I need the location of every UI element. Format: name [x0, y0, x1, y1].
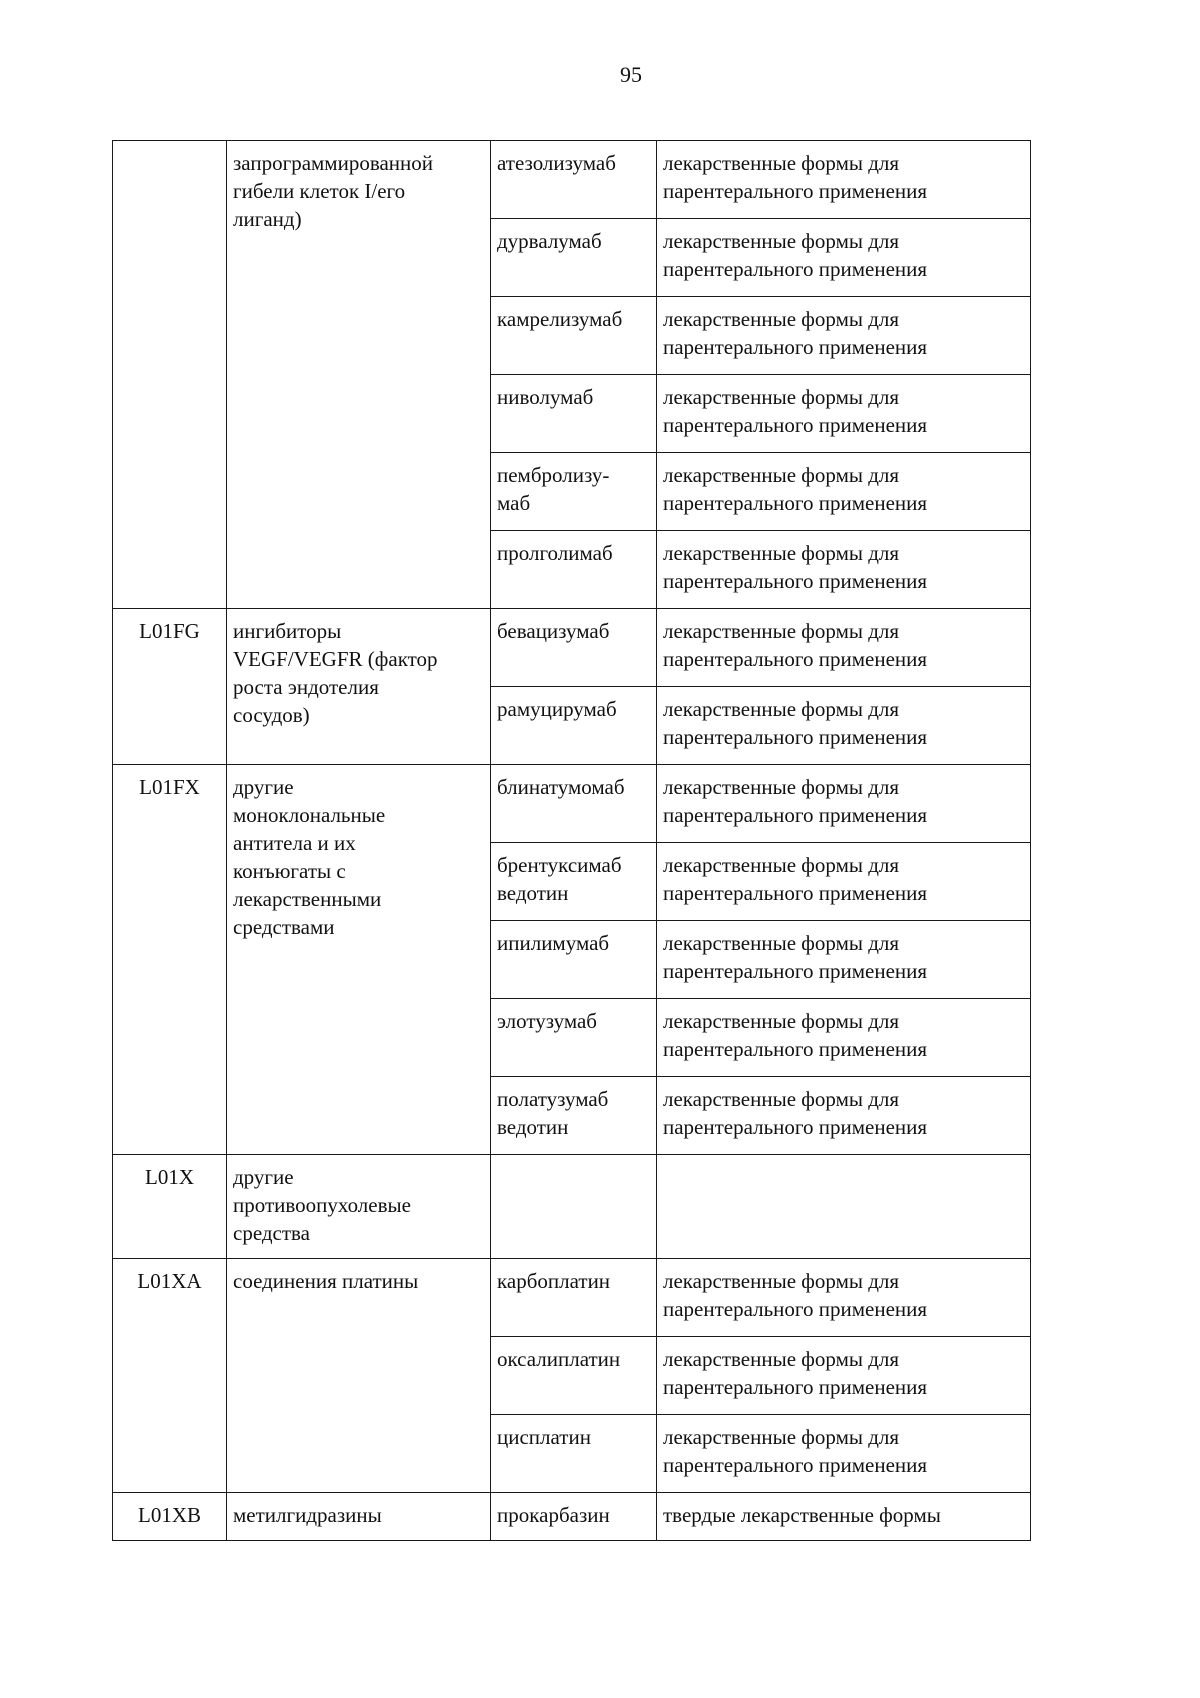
table-row [113, 765, 1031, 843]
drug-name-cell [491, 1337, 657, 1415]
group-name-line: лекарственными [233, 887, 382, 911]
dosage-form-line: лекарственные формы для [663, 619, 900, 643]
dosage-form-cell [657, 453, 1031, 531]
drug-name: пролголимаб [497, 541, 613, 565]
dosage-form-line: парентерального применения [663, 1375, 928, 1399]
drug-name-cell [491, 765, 657, 843]
drug-name: цисплатин [497, 1425, 591, 1449]
drug-name-cell [491, 687, 657, 765]
drug-name: блинатумомаб [497, 775, 625, 799]
group-name-line: соединения платины [233, 1269, 419, 1293]
group-name-line: лиганд) [233, 207, 302, 231]
drug-name: бевацизумаб [497, 619, 610, 643]
dosage-form-line: парентерального применения [663, 1037, 928, 1061]
group-name-line: другие [233, 1165, 294, 1189]
dosage-form-cell [657, 1415, 1031, 1493]
dosage-form-line: парентерального применения [663, 257, 928, 281]
drug-name: маб [497, 491, 531, 515]
drug-name: ниволумаб [497, 385, 594, 409]
drug-name: ведотин [497, 881, 569, 905]
drug-name: брентуксимаб [497, 853, 622, 877]
drug-name: карбоплатин [497, 1269, 611, 1293]
dosage-form-line: лекарственные формы для [663, 463, 900, 487]
drug-name: рамуцирумаб [497, 697, 617, 721]
dosage-form-line: лекарственные формы для [663, 1425, 900, 1449]
drug-name: камрелизумаб [497, 307, 623, 331]
group-name-line: средства [233, 1221, 311, 1245]
dosage-form-cell [657, 1155, 1031, 1259]
drug-name-cell [491, 609, 657, 687]
dosage-form-line: парентерального применения [663, 803, 928, 827]
dosage-form-cell [657, 297, 1031, 375]
dosage-form-cell [657, 765, 1031, 843]
drug-name-cell [491, 141, 657, 219]
group-name-line: VEGF/VEGFR (фактор [233, 647, 438, 671]
atc-code-cell: L01XB [113, 1493, 227, 1541]
group-name-line: ингибиторы [233, 619, 342, 643]
dosage-form-line: парентерального применения [663, 959, 928, 983]
group-name-cell [227, 609, 491, 765]
drug-name: полатузумаб [497, 1087, 609, 1111]
dosage-form-line: твердые лекарственные формы [663, 1503, 941, 1527]
dosage-form-line: парентерального применения [663, 1115, 928, 1139]
dosage-form-cell [657, 531, 1031, 609]
dosage-form-line: парентерального применения [663, 569, 928, 593]
atc-code-cell: L01FG [113, 609, 227, 765]
dosage-form-cell [657, 1493, 1031, 1541]
dosage-form-line: парентерального применения [663, 1453, 928, 1477]
dosage-form-cell [657, 219, 1031, 297]
dosage-form-line: лекарственные формы для [663, 775, 900, 799]
dosage-form-line: лекарственные формы для [663, 1269, 900, 1293]
drug-name: оксалиплатин [497, 1347, 621, 1371]
group-name-line: средствами [233, 915, 335, 939]
page-number: 95 [620, 62, 642, 87]
drug-name: ипилимумаб [497, 931, 610, 955]
dosage-form-cell [657, 1077, 1031, 1155]
group-name-cell [227, 1155, 491, 1259]
dosage-form-line: лекарственные формы для [663, 1009, 900, 1033]
drug-name-cell [491, 1259, 657, 1337]
dosage-form-line: лекарственные формы для [663, 385, 900, 409]
drug-name-cell [491, 921, 657, 999]
table-row [113, 141, 1031, 219]
drug-name-cell [491, 1077, 657, 1155]
atc-code-cell: L01X [113, 1155, 227, 1259]
drug-name-cell [491, 219, 657, 297]
drug-name: элотузумаб [497, 1009, 597, 1033]
dosage-form-cell [657, 687, 1031, 765]
dosage-form-line: парентерального применения [663, 881, 928, 905]
drug-name: прокарбазин [497, 1503, 610, 1527]
drug-name-cell [491, 999, 657, 1077]
dosage-form-line: парентерального применения [663, 413, 928, 437]
dosage-form-line: парентерального применения [663, 491, 928, 515]
group-name-line: запрограммированной [233, 151, 434, 175]
group-name-line: метилгидразины [233, 1503, 382, 1527]
dosage-form-cell [657, 609, 1031, 687]
dosage-form-line: парентерального применения [663, 1297, 928, 1321]
dosage-form-line: парентерального применения [663, 179, 928, 203]
dosage-form-line: лекарственные формы для [663, 697, 900, 721]
drug-name-cell [491, 1415, 657, 1493]
dosage-form-cell [657, 141, 1031, 219]
atc-code-cell: L01FX [113, 765, 227, 1155]
table-row [113, 1493, 1031, 1541]
dosage-form-line: лекарственные формы для [663, 541, 900, 565]
drug-classification-table [112, 140, 1031, 1541]
dosage-form-line: лекарственные формы для [663, 229, 900, 253]
dosage-form-line: парентерального применения [663, 647, 928, 671]
atc-code-cell [113, 141, 227, 609]
group-name-line: моноклональные [233, 803, 386, 827]
table-row [113, 1155, 1031, 1259]
dosage-form-line: лекарственные формы для [663, 1087, 900, 1111]
dosage-form-cell [657, 843, 1031, 921]
dosage-form-cell [657, 375, 1031, 453]
atc-code-cell: L01XA [113, 1259, 227, 1493]
drug-name-cell [491, 297, 657, 375]
drug-name: ведотин [497, 1115, 569, 1139]
dosage-form-cell [657, 999, 1031, 1077]
drug-name: атезолизумаб [497, 151, 616, 175]
group-name-cell [227, 1493, 491, 1541]
drug-name: дурвалумаб [497, 229, 602, 253]
dosage-form-line: лекарственные формы для [663, 151, 900, 175]
dosage-form-cell [657, 1259, 1031, 1337]
dosage-form-cell [657, 921, 1031, 999]
drug-name-cell [491, 843, 657, 921]
table-row [113, 1259, 1031, 1337]
group-name-line: гибели клеток I/его [233, 179, 406, 203]
dosage-form-line: парентерального применения [663, 335, 928, 359]
table-row [113, 609, 1031, 687]
drug-name-cell [491, 1155, 657, 1259]
drug-name: пембролизу- [497, 463, 610, 487]
group-name-line: антитела и их [233, 831, 356, 855]
group-name-line: конъюгаты с [233, 859, 346, 883]
dosage-form-line: лекарственные формы для [663, 853, 900, 877]
dosage-form-line: лекарственные формы для [663, 931, 900, 955]
group-name-cell [227, 1259, 491, 1493]
drug-name-cell [491, 531, 657, 609]
dosage-form-line: парентерального применения [663, 725, 928, 749]
dosage-form-cell [657, 1337, 1031, 1415]
drug-name-cell [491, 375, 657, 453]
drug-name-cell [491, 453, 657, 531]
drug-name-cell [491, 1493, 657, 1541]
group-name-cell [227, 141, 491, 609]
dosage-form-line: лекарственные формы для [663, 1347, 900, 1371]
group-name-line: другие [233, 775, 294, 799]
group-name-cell [227, 765, 491, 1155]
group-name-line: сосудов) [233, 703, 310, 727]
group-name-line: роста эндотелия [233, 675, 379, 699]
group-name-line: противоопухолевые [233, 1193, 411, 1217]
dosage-form-line: лекарственные формы для [663, 307, 900, 331]
